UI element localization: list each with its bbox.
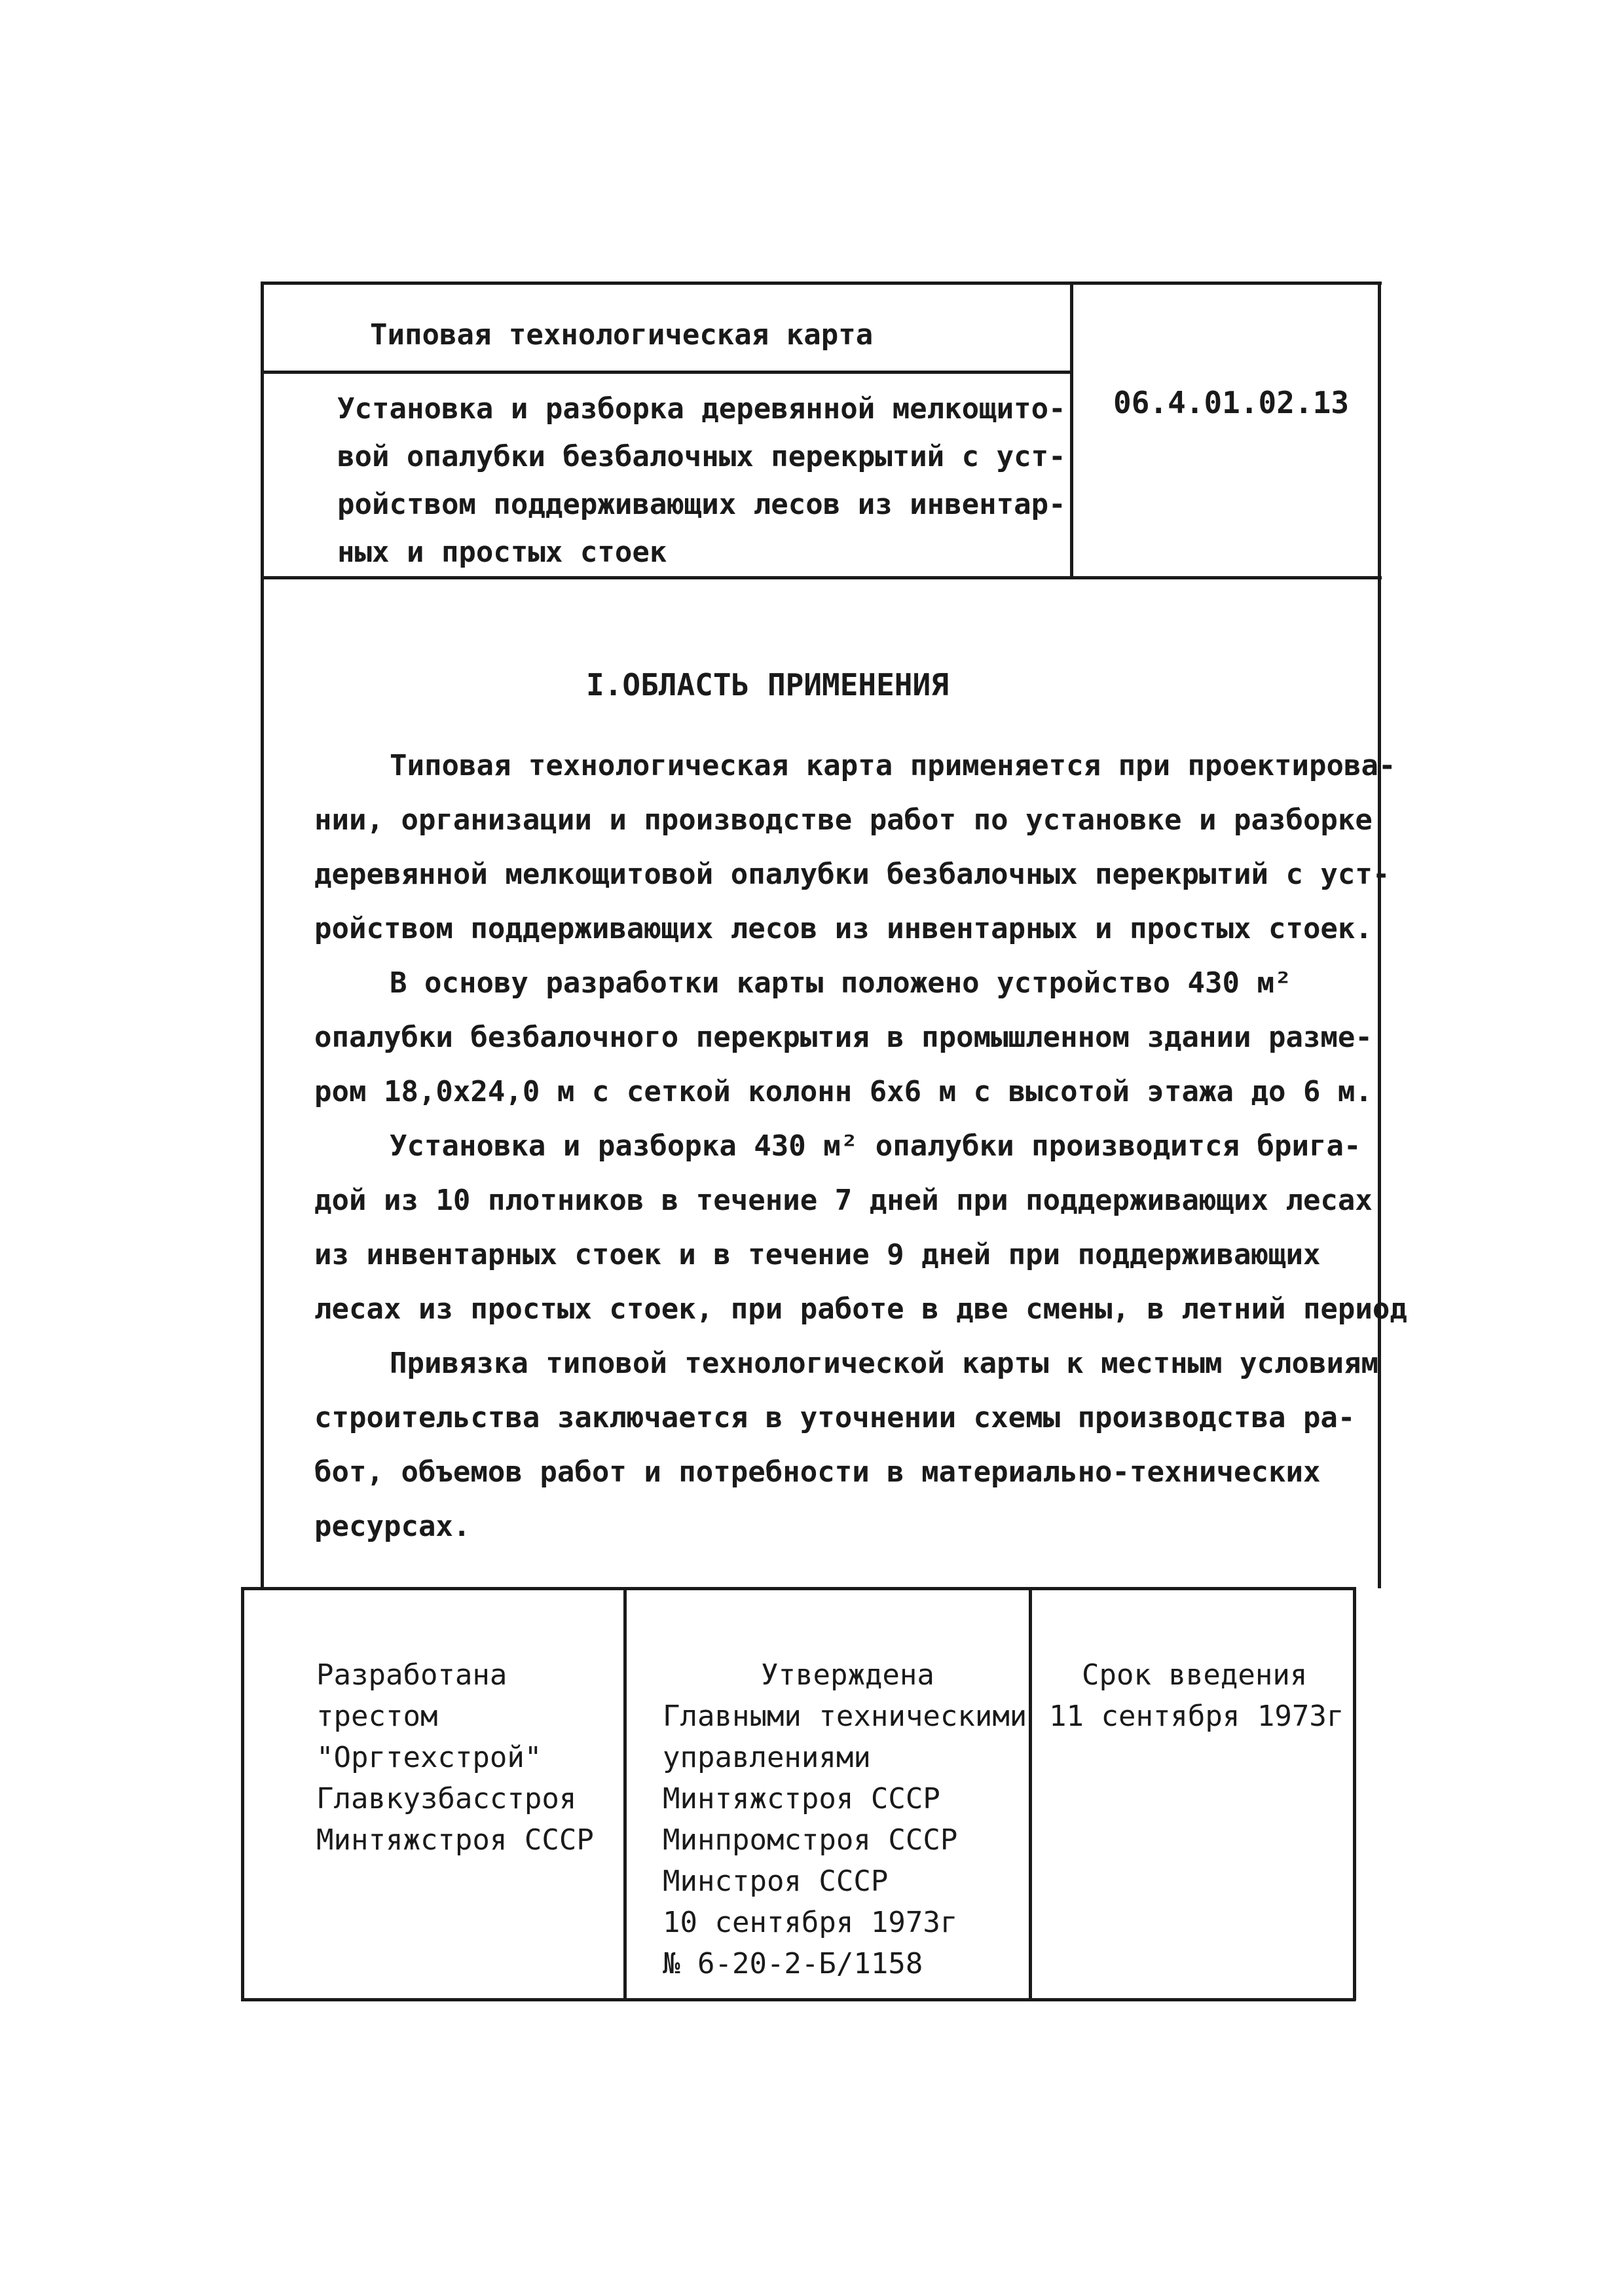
approved-line: № 6-20-2-Б/1158 <box>663 1947 923 1980</box>
frame-top-border <box>261 282 1382 285</box>
header-title: Типовая технологическая карта <box>370 318 874 352</box>
footer-column-divider-1 <box>623 1587 627 2001</box>
body-line: Привязка типовой технологической карты к местным условиям <box>390 1347 1378 1380</box>
header-subtitle-line: ройством поддерживающих лесов из инвентар- <box>337 488 1066 521</box>
developed-line: Минтяжстроя СССР <box>316 1823 594 1857</box>
body-line: Установка и разборка 430 м² опалубки производится брига- <box>390 1129 1361 1163</box>
body-line: бот, объемов работ и потребности в материально-технических <box>314 1455 1321 1489</box>
approved-heading: Утверждена <box>761 1658 934 1692</box>
approved-line: Минтяжстроя СССР <box>663 1782 940 1815</box>
developed-line: Главкузбасстроя <box>316 1782 577 1815</box>
effective-date: 11 сентября 1973г <box>1049 1700 1344 1733</box>
header-bottom-border <box>261 576 1382 579</box>
approved-line: Главными техническими <box>663 1700 1027 1733</box>
approved-by-block <box>663 1654 1027 1984</box>
frame-right-border-lower <box>1353 1587 1356 2001</box>
developed-by-block <box>316 1654 594 1861</box>
developed-line: трестом <box>316 1700 438 1733</box>
frame-bottom-border <box>241 1998 1356 2001</box>
frame-left-border-lower <box>241 1587 244 2001</box>
developed-line: "Оргтехстрой" <box>316 1741 542 1774</box>
body-line: строительства заключается в уточнении схемы производства ра- <box>314 1401 1356 1434</box>
footer-column-divider-2 <box>1029 1587 1032 2001</box>
section-title: I.ОБЛАСТЬ ПРИМЕНЕНИЯ <box>586 667 949 702</box>
section-body <box>314 738 1407 1554</box>
body-line: из инвентарных стоек и в течение 9 дней при поддерживающих <box>314 1238 1321 1271</box>
header-subtitle-line: Установка и разборка деревянной мелкощито- <box>337 392 1066 426</box>
effective-date-block <box>1049 1654 1344 1737</box>
body-line: В основу разработки карты положено устройство 430 м² <box>390 966 1292 1000</box>
header-subtitle-line: вой опалубки безбалочных перекрытий с уст- <box>337 440 1066 473</box>
body-line: ройством поддерживающих лесов из инвентарных и простых стоек. <box>314 912 1373 945</box>
body-line: Типовая технологическая карта применяется при проектирова- <box>390 749 1396 782</box>
approved-line: Минпромстроя СССР <box>663 1823 958 1857</box>
body-line: ром 18,0х24,0 м с сеткой колонн 6х6 м с высотой этажа до 6 м. <box>314 1075 1373 1108</box>
approved-line: управлениями <box>663 1741 871 1774</box>
document-code: 06.4.01.02.13 <box>1113 385 1350 420</box>
body-line: деревянной мелкощитовой опалубки безбалочных перекрытий с уст- <box>314 858 1390 891</box>
developed-line: Разработана <box>316 1658 507 1692</box>
frame-left-border-upper <box>261 282 264 1588</box>
header-column-divider <box>1070 282 1073 577</box>
footer-top-border <box>241 1587 1356 1590</box>
body-line: лесах из простых стоек, при работе в две смены, в летний период <box>314 1292 1407 1326</box>
body-line: ресурсах. <box>314 1510 471 1543</box>
approved-line: 10 сентября 1973г <box>663 1906 958 1939</box>
effective-heading: Срок введения <box>1082 1658 1308 1692</box>
header-title-divider <box>261 371 1073 374</box>
header-subtitle <box>337 385 1066 576</box>
header-subtitle-line: ных и простых стоек <box>337 536 667 569</box>
body-line: нии, организации и производстве работ по установке и разборке <box>314 803 1373 837</box>
body-line: дой из 10 плотников в течение 7 дней при поддерживающих лесах <box>314 1184 1373 1217</box>
approved-line: Минстроя СССР <box>663 1865 889 1898</box>
body-line: опалубки безбалочного перекрытия в промышленном здании разме- <box>314 1021 1373 1054</box>
